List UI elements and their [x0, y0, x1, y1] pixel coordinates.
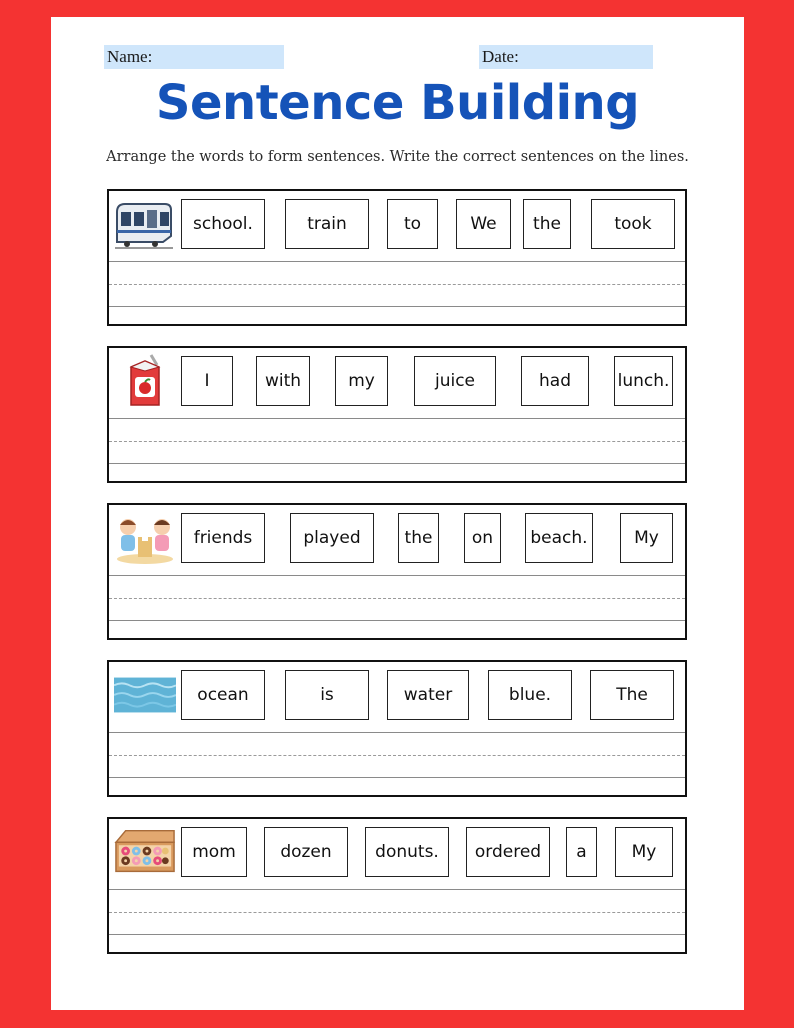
date-label: Date:: [482, 47, 519, 66]
writing-line-bottom[interactable]: [109, 777, 685, 778]
writing-line-bottom[interactable]: [109, 620, 685, 621]
instructions: Arrange the words to form sentences. Write the correct sentences on the lines.: [106, 149, 689, 165]
word-card[interactable]: The: [590, 670, 674, 720]
word-card[interactable]: friends: [181, 513, 265, 563]
word-card[interactable]: ocean: [181, 670, 265, 720]
writing-line-middle[interactable]: [109, 284, 685, 285]
writing-line-bottom[interactable]: [109, 934, 685, 935]
writing-line-middle[interactable]: [109, 441, 685, 442]
juice-box-icon: [114, 354, 176, 408]
writing-line-top[interactable]: [109, 261, 685, 262]
word-card[interactable]: the: [398, 513, 439, 563]
word-card[interactable]: lunch.: [614, 356, 673, 406]
word-card[interactable]: mom: [181, 827, 247, 877]
name-label: Name:: [107, 47, 153, 66]
word-card[interactable]: ordered: [466, 827, 550, 877]
word-card[interactable]: juice: [414, 356, 496, 406]
ocean-water-icon: [114, 668, 176, 722]
word-card[interactable]: with: [256, 356, 310, 406]
word-card[interactable]: played: [290, 513, 374, 563]
sentence-box-2: [107, 346, 687, 483]
writing-line-middle[interactable]: [109, 755, 685, 756]
writing-line-middle[interactable]: [109, 912, 685, 913]
donut-box-icon: [114, 825, 176, 879]
word-card[interactable]: took: [591, 199, 675, 249]
page-title: Sentence Building: [155, 75, 640, 131]
date-field[interactable]: [479, 45, 653, 69]
sentence-box-4: [107, 660, 687, 797]
sentence-box-3: [107, 503, 687, 640]
word-card[interactable]: train: [285, 199, 369, 249]
sentence-box-1: [107, 189, 687, 326]
word-card[interactable]: my: [335, 356, 388, 406]
kids-sandcastle-icon: [114, 511, 176, 565]
word-card[interactable]: had: [521, 356, 589, 406]
writing-line-bottom[interactable]: [109, 463, 685, 464]
word-card[interactable]: school.: [181, 199, 265, 249]
word-card[interactable]: donuts.: [365, 827, 449, 877]
word-card[interactable]: on: [464, 513, 501, 563]
word-card[interactable]: dozen: [264, 827, 348, 877]
writing-line-bottom[interactable]: [109, 306, 685, 307]
name-field[interactable]: [104, 45, 284, 69]
word-card[interactable]: beach.: [525, 513, 593, 563]
worksheet-page: [51, 17, 744, 1010]
word-card[interactable]: blue.: [488, 670, 572, 720]
word-card[interactable]: to: [387, 199, 438, 249]
writing-line-top[interactable]: [109, 575, 685, 576]
writing-line-top[interactable]: [109, 889, 685, 890]
word-card[interactable]: the: [523, 199, 571, 249]
word-card[interactable]: water: [387, 670, 469, 720]
word-card[interactable]: I: [181, 356, 233, 406]
writing-line-top[interactable]: [109, 418, 685, 419]
sentence-box-5: [107, 817, 687, 954]
word-card[interactable]: My: [615, 827, 673, 877]
word-card[interactable]: We: [456, 199, 511, 249]
writing-line-top[interactable]: [109, 732, 685, 733]
word-card[interactable]: My: [620, 513, 673, 563]
train-icon: [114, 197, 176, 251]
writing-line-middle[interactable]: [109, 598, 685, 599]
word-card[interactable]: is: [285, 670, 369, 720]
word-card[interactable]: a: [566, 827, 597, 877]
